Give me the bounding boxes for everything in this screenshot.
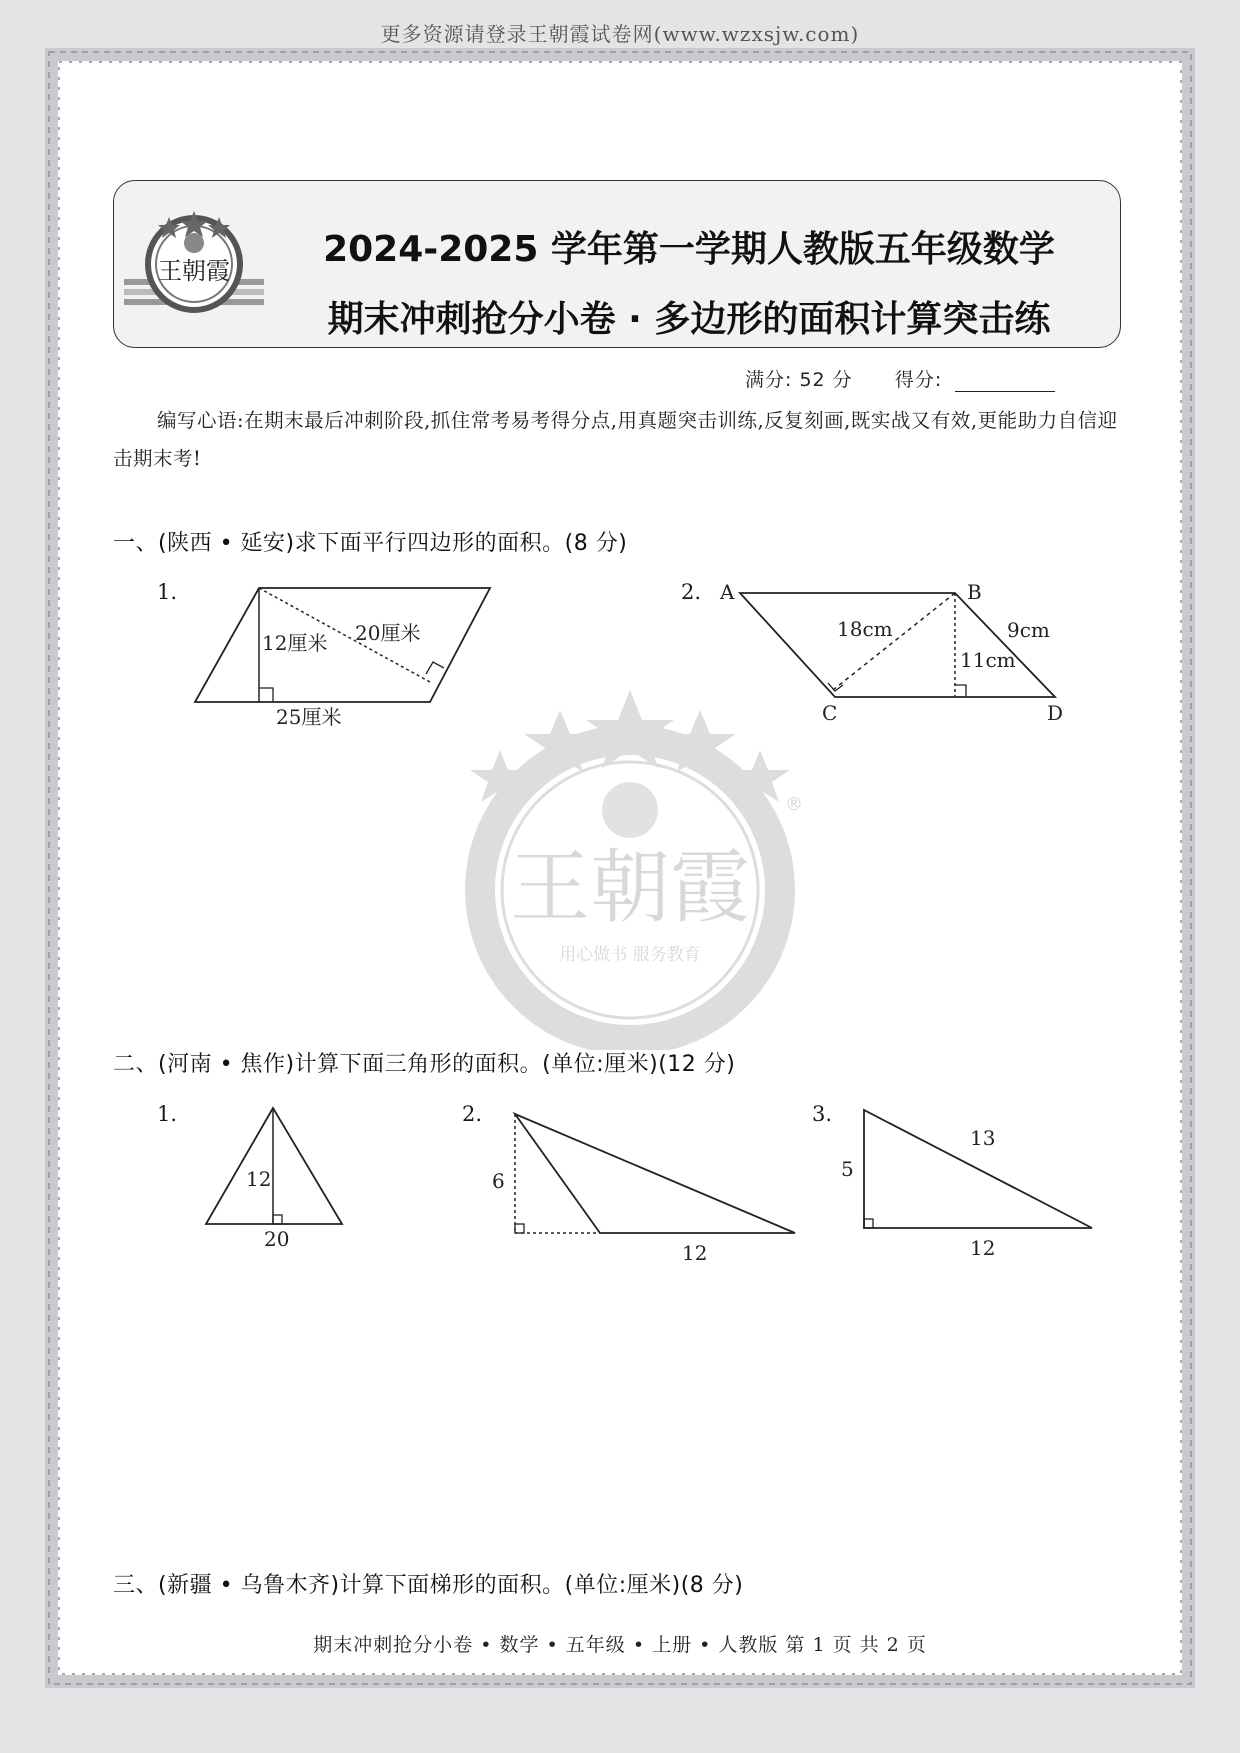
vertex-C: C — [822, 701, 838, 725]
score-line — [745, 365, 1055, 392]
leg-label: 5 — [841, 1157, 854, 1181]
logo-text: 王朝霞 — [158, 257, 230, 285]
watermark-slogan: 用心做书 服务教育 — [559, 945, 701, 965]
height-label: 12厘米 — [262, 631, 328, 655]
parallelogram-figure-1 — [190, 580, 500, 730]
watermark-brand: 王朝霞 — [510, 841, 750, 934]
base-label: 12 — [682, 1241, 708, 1265]
section-3-heading: 三、(新疆 • 乌鲁木齐)计算下面梯形的面积。(单位:厘米)(8 分) — [113, 1573, 744, 1598]
triangle-figure-3 — [830, 1100, 1100, 1265]
section-2-heading: 二、(河南 • 焦作)计算下面三角形的面积。(单位:厘米)(12 分) — [113, 1052, 736, 1077]
full-score-label: 满分: — [745, 369, 793, 391]
height-label: 12 — [246, 1167, 272, 1191]
hypotenuse-label: 13 — [970, 1126, 996, 1150]
s2-q3-number: 3. — [812, 1102, 833, 1126]
height-label: 6 — [492, 1169, 505, 1193]
s1-q1-number: 1. — [157, 580, 178, 604]
triangle-figure-1 — [200, 1100, 350, 1250]
vertex-B: B — [967, 580, 982, 604]
header-note: 更多资源请登录王朝霞试卷网(www.wzxsjw.com) — [380, 22, 860, 46]
vertex-D: D — [1047, 701, 1064, 725]
brand-logo — [124, 209, 264, 319]
s2-q2-number: 2. — [462, 1102, 483, 1126]
s2-q1-number: 1. — [157, 1102, 178, 1126]
side-label: 9cm — [1007, 618, 1050, 642]
base-label: 25厘米 — [276, 705, 342, 729]
intro-text: 编写心语:在期末最后冲刺阶段,抓住常考易考得分点,用真题突击训练,反复刻画,既实战又有效,更能助力自信迎击期末考! — [113, 409, 1118, 470]
score-blank[interactable] — [955, 373, 1055, 392]
svg-text:®: ® — [785, 794, 803, 815]
vertex-A: A — [720, 580, 735, 604]
s1-q2-number: 2. — [681, 580, 702, 604]
height-label: 11cm — [960, 648, 1016, 672]
base-label: 12 — [970, 1236, 996, 1260]
watermark-seal — [440, 690, 820, 1050]
page-footer: 期末冲刺抢分小卷 • 数学 • 五年级 • 上册 • 人教版 第 1 页 共 2 页 — [313, 1634, 927, 1656]
title-line-1: 2024-2025 学年第一学期人教版五年级数学 — [323, 229, 1055, 270]
section-1-heading: 一、(陕西 • 延安)求下面平行四边形的面积。(8 分) — [113, 531, 628, 556]
diagonal-label: 20厘米 — [355, 621, 421, 645]
title-line-2: 期末冲刺抢分小卷 · 多边形的面积计算突击练 — [327, 299, 1051, 340]
full-score-value: 52 分 — [799, 369, 853, 391]
title-banner — [113, 180, 1121, 348]
parallelogram-figure-2 — [715, 575, 1075, 730]
score-label: 得分: — [894, 369, 943, 391]
base-label: 20 — [264, 1227, 290, 1250]
triangle-figure-2 — [485, 1100, 805, 1265]
perp-label: 18cm — [837, 617, 893, 641]
